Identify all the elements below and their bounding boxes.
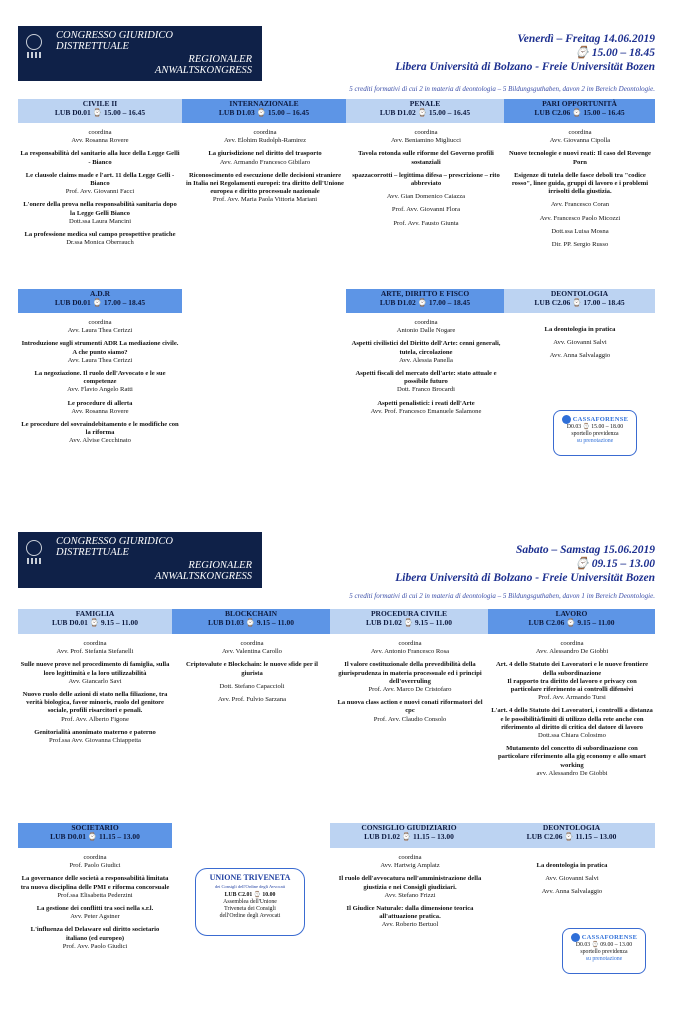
speaker: Prof. Avv. Fausto Giunta: [393, 219, 459, 227]
session-code: LUB D0.01 ⌚ 15.00 – 16.45: [54, 108, 146, 117]
talk-title: Nuove tecnologie e nuovi reati: Il caso del Revenge Porn: [509, 150, 651, 166]
day2-consiglio-program: [334, 854, 486, 935]
session-title: BLOCKCHAIN: [224, 609, 278, 618]
speaker: Prof.ssa Elisabetta Pederzini: [57, 891, 133, 899]
speaker: Dott.ssa Luisa Mosna: [551, 227, 609, 235]
speaker: Prof. Avv. Giovanni Facci: [65, 188, 135, 196]
speaker: Avv. Roberto Bertuol: [381, 921, 439, 929]
talk-title: Il rapporto tra diritto del lavoro e privacy con particolare riferimento ai controlli difensivi: [507, 677, 637, 694]
session-code: LUB D1.02 ⌚ 15.00 – 16.45: [379, 108, 471, 117]
coordinator: Avv. Valentina Carollo: [222, 648, 282, 656]
session-title: LAVORO: [555, 609, 588, 618]
talk-title: Criptovalute e Blockchain: le nuove sfide per il giurista: [186, 661, 318, 677]
session-code: LUB D1.02 ⌚ 11.15 – 13.00: [364, 832, 454, 841]
session-header-deontologia: [504, 289, 655, 313]
text: coordina: [88, 319, 112, 326]
cassa-forense-box: [553, 410, 637, 456]
coordinator: Avv. Beniamino Migliucci: [391, 137, 461, 145]
text: coordina: [253, 129, 277, 136]
unione-desc: Triveneta dei Consigli: [224, 906, 276, 912]
speaker: Avv. Gian Domenico Caiazza: [386, 193, 466, 201]
day1-deontologia-program: [506, 326, 654, 366]
speaker: Avv. Peter Agstner: [70, 913, 120, 921]
session-code: LUB D0.01 ⌚ 17.00 – 18.45: [54, 298, 146, 307]
coordinator: Avv. Elohim Rudolph-Ramirez: [223, 137, 307, 145]
speaker: Dott. Stefano Capaccioli: [219, 682, 285, 690]
speaker: Dott. Franco Brocardi: [396, 386, 456, 394]
day2-date: Sabato – Samstag 15.06.2019: [516, 544, 655, 556]
day1-date: Venerdì – Freitag 14.06.2019: [517, 33, 655, 45]
text: coordina: [240, 640, 264, 647]
speaker: avv. Alessandro De Giobbi: [536, 769, 608, 777]
talk-title: Il ruolo dell'avvocatura nell'amministrazione della giustizia e nei Consigli giudiziari.: [338, 875, 482, 891]
day2-famiglia-program: [20, 640, 170, 750]
day2-societario-program: [20, 854, 170, 956]
congress-banner: [18, 26, 262, 81]
speaker: Avv. Stefano Frizzi: [384, 891, 436, 899]
day1-time: ⌚ 15.00 – 18.45: [574, 47, 655, 59]
session-header-internazionale: [182, 99, 346, 123]
cassa-note: su prenotazione: [576, 438, 614, 444]
talk-title: Esigenze di tutela delle fasce deboli tra "codice rosso", linee guida, gruppi di lavoro e i problemi irrisolti della giustizia.: [511, 171, 649, 196]
cassa-desc: sportello previdenza: [580, 949, 628, 955]
speaker: Avv. Laura Thea Cerizzi: [67, 356, 133, 364]
session-code: LUB C2.06 ⌚ 9.15 – 11.00: [528, 618, 615, 627]
talk-title: Riconoscimento ed esecuzione delle decisioni straniere in Italia nei Regolamenti europei: tra diritto dell'Unione europea e diritto processuale nazionale: [186, 171, 344, 196]
talk-title: Aspetti civilistici del Diritto dell'Arte: cenni generali, tutela, circolazione: [351, 340, 501, 356]
banner-line2: DISTRETTUALE: [56, 41, 129, 52]
text: coordina: [88, 129, 112, 136]
session-title: DEONTOLOGIA: [542, 823, 601, 832]
coordinator: Avv. Laura Thea Cerizzi: [67, 327, 133, 335]
coordinator: Avv. Prof. Stefania Stefanelli: [56, 648, 134, 656]
banner-line4: ANWALTSKONGRESS: [154, 65, 252, 76]
session-header-penale: [346, 99, 504, 123]
session-code: LUB C2.06 ⌚ 15.00 – 16.45: [534, 108, 625, 117]
cassa-name: CASSAFORENSE: [581, 933, 638, 941]
text: coordina: [568, 129, 592, 136]
session-code: LUB D1.03 ⌚ 15.00 – 16.45: [218, 108, 310, 117]
session-title: CONSIGLIO GIUDIZIARIO: [361, 823, 457, 832]
speaker: Avv. Francesco Coran: [550, 201, 610, 209]
talk-title: La professione medica sul campo prospettive pratiche: [24, 231, 176, 239]
cassa-forense-logo-icon: [562, 415, 571, 424]
talk-title: La deontologia in pratica: [544, 326, 616, 333]
session-title: SOCIETARIO: [71, 823, 119, 832]
unione-subtitle: dei Consigli dell'Ordine degli Avvocati: [214, 884, 286, 889]
session-header-blockchain: [172, 609, 330, 634]
speaker: Avv. Anna Salvalaggio: [541, 888, 603, 896]
text: coordina: [398, 854, 422, 861]
talk-title: La giurisdizione nel diritto del trasporto: [208, 150, 322, 158]
talk-title: Aspetti fiscali del mercato dell'arte: stato attuale e possibile futuro: [355, 370, 497, 386]
speaker: Avv. Prof. Fulvio Sarzana: [217, 696, 287, 704]
speaker: Prof. Avv. Marco De Cristofaro: [368, 686, 452, 694]
session-header-famiglia: [18, 609, 172, 634]
banner-line3: REGIONALER: [188, 54, 252, 65]
unione-name: UNIONE TRIVENETA: [209, 873, 291, 882]
session-header-consiglio-giudiziario: [330, 823, 488, 848]
speaker: Avv. Rosanna Rovere: [71, 407, 129, 415]
session-code: LUB D1.03 ⌚ 9.15 – 11.00: [207, 618, 294, 627]
day2-blockchain-program: [176, 640, 328, 709]
talk-title: Introduzione sugli strumenti ADR La mediazione civile. A che punto siamo?: [21, 340, 179, 356]
speaker: Avv. Alessia Panella: [399, 356, 453, 364]
talk-title: Nuovo ruolo delle azioni di stato nella filiazione, tra verità biologica, favor minoris, ruolo del genitore sociale, profili risarcitori e penali.: [22, 691, 168, 715]
talk-title: La nuova class action e nuovi conati riformatori del cpc: [337, 699, 483, 715]
banner-line3: REGIONALER: [188, 560, 252, 571]
talk-title: Aspetti penalistici: i reati dell'Arte: [377, 399, 475, 407]
congress-banner-day2: [18, 532, 262, 588]
talk-title: Art. 4 dello Statuto dei Lavoratori e le nuove frontiere della subordinazione: [495, 661, 649, 677]
speaker: Dott.ssa Laura Mancini: [68, 217, 132, 225]
session-header-arte: [346, 289, 504, 313]
session-title: DEONTOLOGIA: [550, 289, 609, 298]
unione-desc: dell'Ordine degli Avvocati: [219, 913, 281, 919]
text: coordina: [83, 854, 107, 861]
talk-title: Tavola rotonda sulle riforme del Governo profili sostanziali: [358, 150, 494, 166]
session-header-deontologia-2: [488, 823, 655, 848]
session-title: FAMIGLIA: [75, 609, 115, 618]
text: coordina: [83, 640, 107, 647]
talk-title: Le clausole claims made e l'art. 11 della Legge Gelli - Bianco: [25, 171, 175, 188]
talk-title: Le procedure di allerta: [67, 399, 133, 407]
speaker: Prof. Avv. Claudio Consolo: [373, 715, 447, 723]
speaker: Dott.ssa Chiara Colosimo: [538, 732, 606, 740]
session-title: A.D.R: [90, 289, 110, 298]
session-header-civile: [18, 99, 182, 123]
day1-venue: Libera Università di Bolzano - Freie Universität Bozen: [395, 61, 655, 73]
cassa-desc: sportello previdenza: [571, 431, 619, 437]
speaker: Avv. Alvise Cecchinato: [69, 437, 131, 445]
talk-title: La governance delle società a responsabilità limitata tra nuova disciplina delle PMI e riforma concorsuale: [20, 875, 170, 891]
session-header-societario: [18, 823, 172, 848]
talk-title: Genitorialità anonimato materno e paterno: [34, 728, 156, 736]
session-header-procedura-civile: [330, 609, 488, 634]
day2-deontologia-program: [491, 862, 653, 902]
session-header-pari-opportunita: [504, 99, 655, 123]
speaker: Avv. Prof. Francesco Emanuele Salamone: [370, 407, 482, 415]
day1-civile-program: [20, 129, 180, 252]
talk-title: Il Giudice Naturale: dalla dimensione teorica all'attuazione pratica.: [346, 905, 474, 921]
banner-line1: CONGRESSO GIURIDICO: [56, 30, 173, 41]
talk-title: L'onere della prova nella responsabilità sanitaria dopo la Legge Gelli Bianco: [23, 201, 177, 217]
text: coordina: [560, 640, 584, 647]
talk-title: La negoziazione. Il ruolo dell'Avvocato e le sue competenze: [34, 370, 166, 386]
day2-procedura-civile-program: [334, 640, 486, 729]
coordinator: Avv. Rosanna Rovere: [71, 137, 129, 145]
speaker: Avv. Armando Francesco Gibilaro: [219, 158, 311, 166]
session-title: INTERNAZIONALE: [229, 99, 299, 108]
day2-time: ⌚ 09.15 – 13.00: [574, 558, 655, 570]
talk-title: La gestione dei conflitti tra soci nella s.r.l.: [36, 905, 154, 913]
speaker: Prof. Avv. Maria Paola Vittoria Mariani: [212, 196, 318, 204]
day1-penale-program: [350, 129, 502, 233]
speaker: Avv. Francesco Paolo Micozzi: [539, 214, 621, 222]
coordinator: Prof. Paolo Giudici: [69, 862, 121, 870]
talk-title: La deontologia in pratica: [536, 862, 608, 869]
speaker: Dr.ssa Monica Oberrauch: [66, 239, 134, 247]
unione-triveneta-box: [195, 868, 305, 936]
day1-arte-program: [350, 319, 502, 421]
talk-title: Sulle nuove prove nel procedimento di famiglia, sulla loro legittimità e la loro utilizzabilità: [20, 661, 170, 677]
cassa-forense-box-day2: [562, 928, 646, 974]
banner-line2: DISTRETTUALE: [56, 547, 129, 558]
banner-line4: ANWALTSKONGRESS: [154, 571, 252, 582]
day1-credits: 5 crediti formativi di cui 2 in materia di deontologia – 5 Bildungsguthaben, davon 2 im Bereich Deontologie.: [349, 85, 655, 93]
speaker: Prof. Avv. Alberto Figone: [61, 715, 129, 723]
talk-title: La responsabilità del sanitario alla luce della Legge Gelli - Bianco: [20, 150, 180, 166]
talk-title: Il valore costituzionale della prevedibilità della giurisprudenza in materia processuale ed i principi dell'overruling: [338, 661, 482, 685]
talk-title: Mutamento del concetto di subordinazione con particolare riferimento alla gig economy e allo smart working: [497, 745, 646, 769]
session-header-lavoro: [488, 609, 655, 634]
talk-title: Le procedure del sovraindebitamento e le modifiche con la riforma: [21, 421, 179, 437]
session-code: LUB D0.01 ⌚ 9.15 – 11.00: [51, 618, 138, 627]
speaker: Prof. Avv. Giovanni Flora: [391, 206, 461, 214]
speaker: Prof. Avv. Armando Tursi: [538, 694, 606, 702]
session-title: PROCEDURA CIVILE: [370, 609, 448, 618]
speaker: Avv. Anna Salvalaggio: [549, 352, 611, 360]
cassa-note: su prenotazione: [585, 956, 623, 962]
text: coordina: [414, 319, 438, 326]
speaker: Avv. Giovanni Salvi: [553, 339, 607, 347]
coordinator: Antonio Dalle Nogare: [396, 327, 456, 335]
day1-adr-program: [20, 319, 180, 451]
day2-credits: 5 crediti formativi di cui 2 in materia di deontologia – 5 Bildungsguthaben, davon 1 im Bereich Deontologie.: [349, 592, 655, 600]
session-title: PARI OPPORTUNITÀ: [542, 99, 617, 108]
day2-venue: Libera Università di Bolzano - Freie Universität Bozen: [395, 572, 655, 584]
text: coordina: [398, 640, 422, 647]
speaker: Prof.ssa Avv. Giovanna Chiappetta: [49, 737, 141, 745]
congress-logo-icon: [26, 540, 42, 578]
congress-logo-icon: [26, 34, 42, 72]
text: coordina: [414, 129, 438, 136]
coordinator: Avv. Giovanna Cipolla: [549, 137, 611, 145]
coordinator: Avv. Alessandro De Giobbi: [535, 648, 609, 656]
coordinator: Avv. Hartwig Amplatz: [380, 862, 440, 870]
session-title: PENALE: [409, 99, 441, 108]
banner-line1: CONGRESSO GIURIDICO: [56, 536, 173, 547]
cassa-time: D0.03 ⌚ 09.00 – 13.00: [575, 942, 633, 948]
session-header-adr: [18, 289, 182, 313]
session-title: CIVILE II: [82, 99, 118, 108]
talk-title: L'influenza del Delaware sul diritto societario italiano (ed europeo): [30, 926, 160, 942]
unione-time: LUB C2.01 ⌚ 10.00: [224, 892, 276, 898]
day1-pari-opportunita-program: [506, 129, 654, 254]
day1-header: [315, 32, 655, 74]
session-code: LUB C2.06 ⌚ 11.15 – 13.00: [526, 832, 617, 841]
talk-title: L'art. 4 dello Statuto dei Lavoratori, i controlli a distanza e le possibilità/limiti di utilizzo della rete anche con riferimento al diritto di critica del datore di lavoro: [491, 707, 653, 731]
day2-header: [315, 543, 655, 585]
cassa-forense-logo-icon: [571, 933, 580, 942]
speaker: Avv. Giovanni Salvi: [545, 875, 599, 883]
unione-desc: Assemblea dell'Unione: [223, 899, 277, 905]
coordinator: Avv. Antonio Francesco Rosa: [370, 648, 450, 656]
speaker: Prof. Avv. Paolo Giudici: [62, 942, 128, 950]
speaker: Avv. Giancarlo Savi: [68, 677, 122, 685]
day2-lavoro-program: [491, 640, 653, 783]
speaker: Dir. PP. Sergio Russo: [551, 241, 609, 249]
session-title: ARTE, DIRITTO E FISCO: [380, 289, 470, 298]
day1-internazionale-program: [186, 129, 344, 210]
talk-title: spazzacorrotti – legittima difesa – prescrizione – rito abbreviato: [352, 171, 500, 188]
speaker: Avv. Flavio Angelo Ratti: [67, 386, 133, 394]
session-code: LUB D1.02 ⌚ 17.00 – 18.45: [379, 298, 471, 307]
session-code: LUB C2.06 ⌚ 17.00 – 18.45: [534, 298, 625, 307]
cassa-name: CASSAFORENSE: [572, 415, 629, 423]
session-code: LUB D0.01 ⌚ 11.15 – 13.00: [50, 832, 140, 841]
session-code: LUB D1.02 ⌚ 9.15 – 11.00: [365, 618, 452, 627]
cassa-time: D0.03 ⌚ 15.00 – 18.00: [566, 424, 624, 430]
